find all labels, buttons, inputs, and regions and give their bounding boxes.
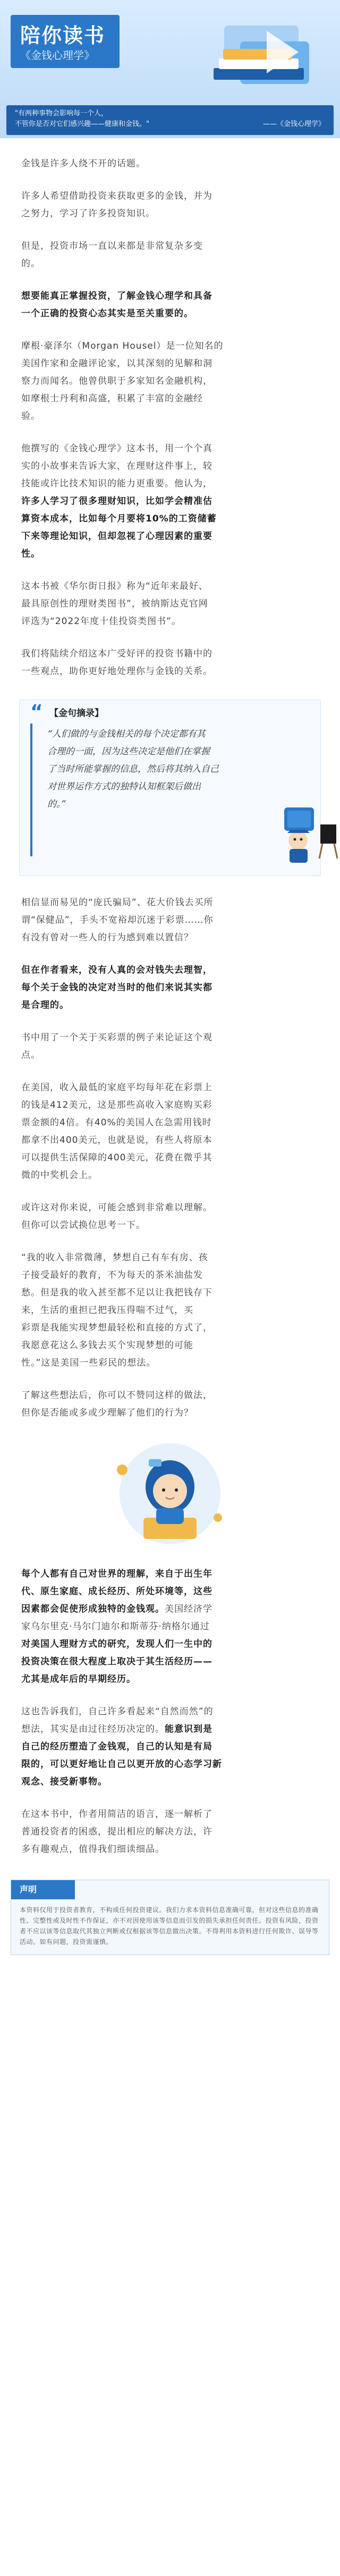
highlight-span: 因素都会促使形成独特的金钱观。 — [21, 1604, 165, 1614]
golden-quote-card — [19, 700, 321, 876]
paragraph-line: 最具原创性的理财类图书”，被纳斯达克官网 — [21, 599, 208, 609]
highlight-line: 自己的经历塑造了金钱观，自己的认知是有局 — [21, 1741, 212, 1752]
article-body-2 — [0, 876, 340, 1433]
paragraph-line: 书中用了一个关于买彩票的例子来论证这个观 — [21, 1032, 212, 1043]
paragraph-line: 但是，投资市场一直以来都是非常复杂多变 — [21, 241, 203, 251]
paragraph-line: 的钱是412美元，这是那些高收入家庭购买彩 — [21, 1100, 212, 1110]
highlight-line: 性。 — [21, 549, 40, 559]
paragraph-line: 但你是否能或多或少理解了他们的行为？ — [21, 1408, 193, 1418]
quote-line: 对世界运作方式的独特认知框架后做出 — [47, 781, 201, 792]
paragraph-line: 察力而闻名。他曾供职于多家知名金融机构， — [21, 376, 212, 386]
article-body — [0, 138, 340, 700]
highlight-span: 能意识到是 — [165, 1724, 212, 1735]
quote-line: 了当时所能掌握的信息，然后将其纳入自己 — [47, 764, 219, 775]
paragraph-line: 之努力，学习了许多投资知识。 — [21, 208, 155, 219]
paragraph-line — [21, 1601, 319, 1618]
banner-quote-line2: 不管你是否对它们感兴趣——健康和金钱。" — [15, 120, 149, 128]
highlight-line: 一个正确的投资心态其实是至关重要的。 — [21, 308, 193, 319]
paragraph-line: 多有趣观点，值得我们细读细品。 — [21, 1844, 165, 1855]
quote-accent-bar — [30, 723, 32, 856]
disclaimer-title: 声明 — [20, 1884, 37, 1895]
paragraph-line: 性。”这是美国一些彩民的想法。 — [21, 1358, 156, 1368]
paragraph-line: 美国作家和金融评论家，以其深刻的见解和洞 — [21, 358, 212, 369]
disclaimer-header — [11, 1880, 75, 1899]
quote-mark-icon: “ — [30, 701, 43, 723]
banner-quote — [6, 105, 334, 135]
plain-span: 美国经济学 — [165, 1604, 212, 1614]
highlight-line: 每个关于金钱的决定对当时的他们来说其实都 — [21, 982, 212, 993]
books-illustration — [203, 20, 325, 105]
illustration-area — [0, 1433, 340, 1555]
paragraph-line: 有没有曾对一些人的行为感到难以置信？ — [21, 932, 193, 943]
reader-mascot-icon — [280, 806, 317, 865]
header-banner — [0, 0, 340, 138]
paragraph-line: 子接受最好的教育，不为每天的茶米油盐发 — [21, 1270, 203, 1281]
paragraph-line: 相信显而易见的“庞氏骗局”、花大价钱去买所 — [21, 897, 214, 908]
paragraph-line: 愁。但是我的收入甚至都不足以让我把钱存下 — [21, 1287, 212, 1298]
paragraph-line: 点。 — [21, 1050, 40, 1060]
paragraph-line: 技能或许比技术知识的能力更重要。他认为， — [21, 478, 212, 489]
paragraph-line — [21, 1721, 319, 1738]
paragraph-line: 普通投资者的困惑，提出相应的解决方法，许 — [21, 1826, 212, 1837]
paragraph-line: 如摩根士丹利和高盛，积累了丰富的金融经 — [21, 393, 203, 404]
paragraph-line: 验。 — [21, 411, 40, 422]
highlight-line: 观念、接受新事物。 — [21, 1777, 107, 1787]
paragraph-line: 我们将陆续介绍这本广受好评的投资书籍中的 — [21, 649, 212, 659]
banner-subtitle: 《金钱心理学》 — [20, 49, 95, 62]
disclaimer-text: 本资料仅用于投资者教育，不构成任何投资建议。我们力求本资料信息准确可靠，但对这些信息的准确性、完整性或及时性不作保证，亦不对因使用该等信息而引发的损失承担任何责任。投资有风险，投资者不应以该等信息取代其独立判断或仅根据该等信息做出决策。不得利用本资料进行任何欺诈、误导等活动。如有问题，投资需谨慎。 — [20, 1906, 319, 1946]
book-bottom — [214, 68, 304, 80]
quote-line: 合理的一面，因为这些决定是他们在掌握 — [47, 746, 210, 757]
paragraph-line: “我的收入非常微薄，梦想自己有车有房、孩 — [21, 1252, 208, 1263]
paragraph-line: 这本书被《华尔街日报》称为“近年来最好、 — [21, 581, 208, 592]
paragraph-line: 摩根·豪泽尔（Morgan Housel）是一位知名的 — [21, 341, 224, 351]
disclaimer-box — [11, 1880, 329, 1955]
paragraph-line: 但你可以尝试换位思考一下。 — [21, 1220, 146, 1231]
highlight-line: 下来等理论知识，但却忽视了心理因素的重要 — [21, 531, 212, 542]
paragraph-line: 在这本书中，作者用简洁的语言，逐一解析了 — [21, 1809, 212, 1820]
banner-title: 陪你读书 — [20, 24, 106, 47]
highlight-line: 算资本成本，比如每个月要将10%的工资储蓄 — [21, 513, 217, 524]
paragraph-line: 可以提供生活保障的400美元，花费在微乎其 — [21, 1152, 212, 1163]
highlight-line: 许多人学习了很多理财知识，比如学会精准估 — [21, 496, 212, 507]
quote-line: 的。” — [47, 799, 66, 810]
paragraph-line: 我愿意花这么多钱去买个实现梦想的可能 — [21, 1340, 193, 1351]
article-body-3 — [0, 1555, 340, 1880]
paragraph-line: 许多人希望借助投资来获取更多的金钱，并为 — [21, 191, 212, 201]
paragraph-line: 来，生活的重担已把我压得喘不过气，买 — [21, 1305, 193, 1316]
thinking-girl-illustration — [106, 1438, 234, 1550]
highlight-line: 限的，可以更好地让自己以更开放的心态学习新 — [21, 1759, 222, 1770]
plain-span: 想法，其实是由过往经历决定的。 — [21, 1724, 165, 1735]
highlight-line: 是合理的。 — [21, 1000, 69, 1011]
paragraph-line: 他撰写的《金钱心理学》这本书，用一个个真 — [21, 443, 212, 454]
highlight-line: 对美国人理财方式的研究，发现人们一生中的 — [21, 1639, 212, 1649]
quote-line: “人们做的与金钱相关的每个决定都有其 — [47, 729, 206, 739]
easel-icon — [317, 822, 338, 860]
paragraph: 金钱是许多人绕不开的话题。 — [21, 158, 146, 169]
paragraph-line: 票金额的4倍。有40%的美国人在急需用钱时 — [21, 1117, 212, 1128]
banner-quote-line1: "有两种事物会影响每一个人， — [15, 110, 108, 117]
paragraph-line: 微的中奖机会上。 — [21, 1170, 98, 1181]
paragraph-line: 实的小故事来告诉大家，在理财这件事上，较 — [21, 461, 212, 472]
paragraph-line: 的。 — [21, 258, 40, 269]
highlight-line: 代、原生家庭、成长经历、所处环境等，这些 — [21, 1586, 212, 1597]
paragraph-line: 评选为“2022年度十佳投资类图书”。 — [21, 616, 181, 627]
paragraph-line: 一些观点，助你更好地处理你与金钱的关系。 — [21, 666, 212, 677]
highlight-line: 尤其是成年后的早期经历。 — [21, 1674, 136, 1685]
highlight-line: 每个人都有自己对世界的理解，来自于出生年 — [21, 1569, 212, 1579]
quote-text — [47, 726, 270, 813]
highlight-line: 但在作者看来，没有人真的会对钱失去理智， — [21, 965, 212, 975]
highlight-line: 想要能真正掌握投资，了解金钱心理学和具备 — [21, 291, 212, 301]
quote-tag: 【金句摘录】 — [49, 708, 104, 719]
paragraph-line: 这也告诉我们，自己许多看起来“自然而然”的 — [21, 1706, 214, 1717]
paragraph-line: 了解这些想法后，你可以不赞同这样的做法， — [21, 1390, 212, 1401]
banner-quote-source: ——《金钱心理学》 — [262, 120, 325, 128]
paragraph-line: 都拿不出400美元，也就是说，有些人将原本 — [21, 1135, 212, 1146]
paragraph-line: 家乌尔里克·马尔门迪尔和斯蒂芬·纳格尔通过 — [21, 1621, 210, 1632]
banner-title-box — [11, 15, 120, 68]
highlight-line: 投资决策在很大程度上取决于其生活经历—— — [21, 1656, 212, 1667]
paragraph-line: 在美国，收入最低的家庭平均每年花在彩票上 — [21, 1082, 212, 1093]
paragraph-line: 或许这对你来说，可能会感到非常难以理解。 — [21, 1202, 212, 1213]
paragraph-line: 谓“保健品”，手头不宽裕却沉迷于彩票……你 — [21, 915, 214, 925]
paragraph-line: 彩票是我能实现梦想最轻松和直接的方式了， — [21, 1323, 212, 1333]
